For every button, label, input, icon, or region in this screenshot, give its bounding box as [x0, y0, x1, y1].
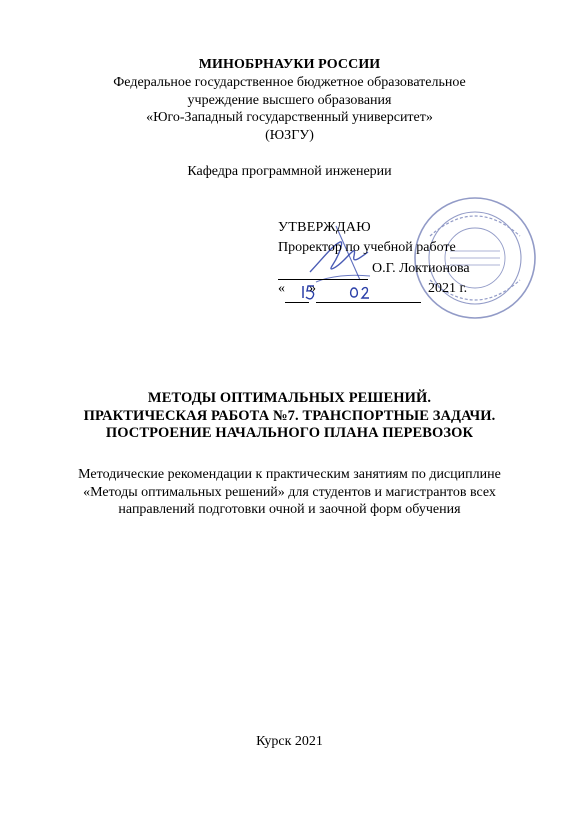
approval-block — [278, 218, 538, 308]
description-line-2: «Методы оптимальных решений» для студентов и магистрантов всех — [83, 484, 496, 500]
approval-name-line — [278, 259, 488, 280]
approval-heading: УТВЕРЖДАЮ — [278, 220, 371, 235]
day-underline — [285, 282, 309, 303]
approval-date — [278, 279, 421, 303]
city-year: Курск 2021 — [256, 734, 323, 749]
description-line-3: направлений подготовки очной и заочной форм обучения — [118, 502, 461, 517]
signature-underline — [278, 259, 368, 280]
approver-name: О.Г. Локтионова — [372, 261, 470, 276]
approval-position: Проректор по учебной работе — [278, 240, 456, 255]
org-line-4: (ЮЗГУ) — [265, 127, 314, 143]
footer-block — [0, 733, 579, 751]
date-quote-close: » — [309, 281, 316, 296]
department-name: Кафедра программной инженерии — [187, 164, 392, 179]
title-line-1: МЕТОДЫ ОПТИМАЛЬНЫХ РЕШЕНИЙ. — [147, 390, 432, 406]
title-line-3: ПОСТРОЕНИЕ НАЧАЛЬНОГО ПЛАНА ПЕРЕВОЗОК — [105, 425, 474, 441]
org-line-1: Федеральное государственное бюджетное образовательное — [113, 75, 466, 90]
date-quote-open: « — [278, 281, 285, 296]
title-line-2: ПРАКТИЧЕСКАЯ РАБОТА №7. ТРАНСПОРТНЫЕ ЗАДАЧИ. — [83, 407, 496, 424]
description-line-1: Методические рекомендации к практическим занятиям по дисциплине — [78, 467, 501, 482]
org-line-3: «Юго-Западный государственный университет» — [146, 110, 433, 125]
document-title — [0, 390, 579, 443]
approval-year: 2021 г. — [428, 281, 468, 296]
department-block — [0, 163, 579, 181]
header-block — [0, 56, 579, 144]
ministry-name: МИНОБРНАУКИ РОССИИ — [198, 57, 381, 72]
document-description — [0, 466, 579, 519]
org-line-2: учреждение высшего образования — [187, 92, 392, 108]
month-underline — [316, 282, 421, 303]
